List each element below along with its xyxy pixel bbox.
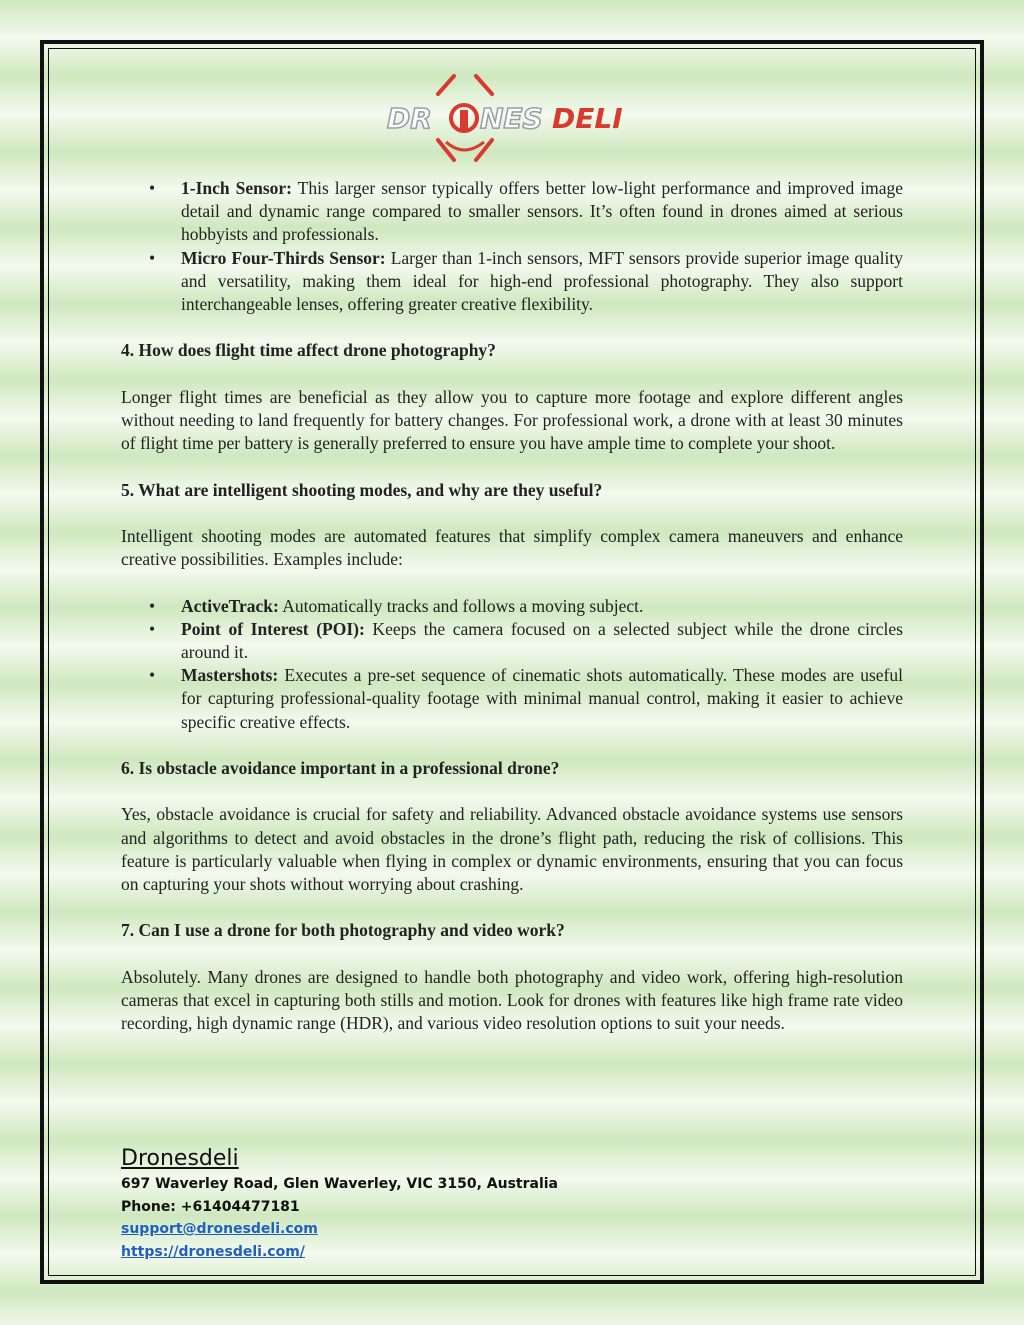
- email-link[interactable]: support@dronesdeli.com: [121, 1221, 318, 1237]
- logo-text-deli: DELI: [552, 102, 623, 135]
- question-7: 7. Can I use a drone for both photography and video work?: [121, 920, 565, 941]
- answer-5: Intelligent shooting modes are automated features that simplify complex camera maneuvers and enhance creative possibilities. Examples include:: [121, 525, 903, 570]
- document-body: [121, 177, 903, 1035]
- question-6: 6. Is obstacle avoidance important in a professional drone?: [121, 757, 560, 778]
- logo-text-nes: NES: [480, 102, 543, 135]
- shooting-modes-list: [121, 595, 903, 734]
- list-item: • ActiveTrack: Automatically tracks and follows a moving subject.: [181, 595, 903, 618]
- list-item: • Point of Interest (POI): Keeps the camera focused on a selected subject while the drone circles around it.: [181, 618, 903, 664]
- logo-text-dr: DR: [387, 102, 432, 135]
- question-5: 5. What are intelligent shooting modes, and why are they useful?: [121, 479, 603, 500]
- list-item: • Micro Four-Thirds Sensor: Larger than 1-inch sensors, MFT sensors provide superior image quality and versatility, making them ideal for high-end professional photography. They also support interchangeable lenses, offering greater creative flexibility.: [181, 247, 903, 317]
- website-link[interactable]: https://dronesdeli.com/: [121, 1243, 305, 1260]
- answer-4: Longer flight times are beneficial as they allow you to capture more footage and explore different angles without needing to land frequently for battery changes. For professional work, a drone with at least 30 minutes of flight time per battery is generally preferred to ensure you have ample time to complete your shoot.: [121, 386, 903, 454]
- list-item: • Mastershots: Executes a pre-set sequence of cinematic shots automatically. These modes are useful for capturing professional-quality footage with minimal manual control, making it easier to achieve specific creative effects.: [181, 664, 903, 734]
- question-4: 4. How does flight time affect drone photography?: [121, 340, 496, 361]
- contact-block: [121, 1145, 558, 1263]
- company-phone: Phone: +61404477181: [121, 1198, 300, 1215]
- sensor-list: [121, 177, 903, 316]
- company-name: Dronesdeli: [121, 1146, 239, 1171]
- company-address: 697 Waverley Road, Glen Waverley, VIC 3150, Australia: [121, 1176, 559, 1192]
- list-item: • 1-Inch Sensor: This larger sensor typically offers better low-light performance and improved image detail and dynamic range compared to smaller sensors. It’s often found in drones aimed at serious hobbyists and professionals.: [181, 177, 903, 247]
- answer-7: Absolutely. Many drones are designed to handle both photography and video work, offering high-resolution cameras that excel in capturing both stills and motion. Look for drones with features like high frame rate video recording, high dynamic range (HDR), and various video resolution options to suit your needs.: [121, 966, 903, 1034]
- dronesdeli-logo: [384, 68, 634, 168]
- drone-center: [460, 110, 468, 130]
- answer-6: Yes, obstacle avoidance is crucial for safety and reliability. Advanced obstacle avoidance systems use sensors and algorithms to detect and avoid obstacles in the drone’s flight path, reducing the risk of collisions. This feature is particularly valuable when flying in complex or dynamic environments, ensuring that you can focus on capturing your shots without worrying about crashing.: [121, 804, 903, 894]
